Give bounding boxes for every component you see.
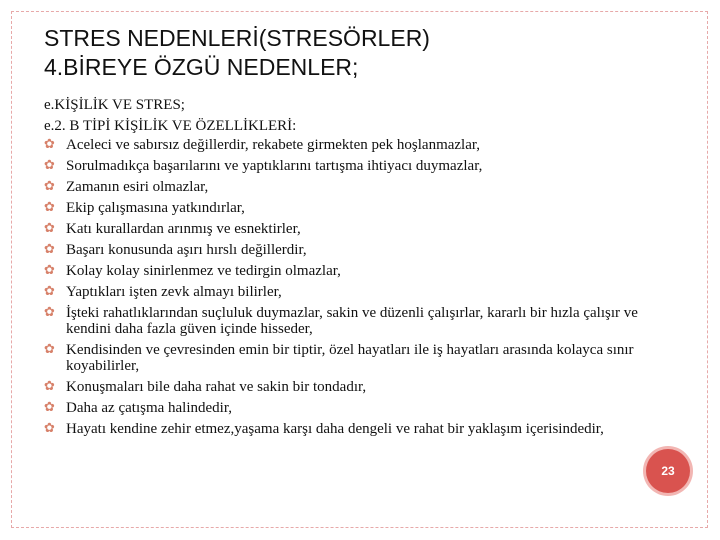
bullet-text: İşteki rahatlıklarından suçluluk duymazlar, sakin ve düzenli çalışırlar, kararlı bir hızla çalışır ve kendini daha fazla güven içinde hisseder, [66, 305, 638, 337]
bullet-item [44, 200, 684, 216]
subsection-heading: e.2. B TİPİ KİŞİLİK VE ÖZELLİKLERİ: [44, 118, 297, 134]
bullet-item [44, 342, 684, 374]
page-number: 23 [661, 464, 675, 478]
bullet-item [44, 221, 684, 237]
bullet-list [44, 137, 684, 437]
bullet-item [44, 400, 684, 416]
flower-bullet-icon: ✿ [44, 137, 55, 152]
bullet-text: Katı kurallardan arınmış ve esnektirler, [66, 221, 301, 237]
bullet-text: Ekip çalışmasına yatkındırlar, [66, 200, 245, 216]
bullet-item [44, 305, 684, 337]
flower-bullet-icon: ✿ [44, 200, 55, 215]
page-number-badge [646, 449, 690, 493]
slide-title [44, 24, 684, 82]
bullet-text: Konuşmaları bile daha rahat ve sakin bir tondadır, [66, 379, 367, 395]
flower-bullet-icon: ✿ [44, 400, 55, 415]
title-line-1: STRES NEDENLERİ(STRESÖRLER) [44, 25, 430, 51]
bullet-text: Hayatı kendine zehir etmez,yaşama karşı daha dengeli ve rahat bir yaklaşım içerisindedir, [66, 421, 604, 437]
bullet-item [44, 242, 684, 258]
flower-bullet-icon: ✿ [44, 221, 55, 236]
section-heading: e.KİŞİLİK VE STRES; [44, 97, 185, 113]
flower-bullet-icon: ✿ [44, 284, 55, 299]
flower-bullet-icon: ✿ [44, 179, 55, 194]
bullet-item [44, 137, 684, 153]
bullet-text: Kendisinden ve çevresinden emin bir tiptir, özel hayatları ile iş hayatları arasında kolayca sınır koyabilirler, [66, 342, 634, 374]
bullet-item [44, 263, 684, 279]
flower-bullet-icon: ✿ [44, 421, 55, 436]
bullet-item [44, 379, 684, 395]
bullet-text: Aceleci ve sabırsız değillerdir, rekabete girmekten pek hoşlanmazlar, [66, 137, 481, 153]
slide-content [44, 95, 684, 437]
flower-bullet-icon: ✿ [44, 379, 55, 394]
bullet-item [44, 284, 684, 300]
bullet-item [44, 158, 684, 174]
title-line-2: 4.BİREYE ÖZGÜ NEDENLER; [44, 54, 359, 80]
bullet-text: Yaptıkları işten zevk almayı bilirler, [66, 284, 282, 300]
bullet-item [44, 421, 684, 437]
flower-bullet-icon: ✿ [44, 342, 55, 357]
flower-bullet-icon: ✿ [44, 242, 55, 257]
bullet-text: Sorulmadıkça başarılarını ve yaptıklarını tartışma ihtiyacı duymazlar, [66, 158, 483, 174]
bullet-item [44, 179, 684, 195]
flower-bullet-icon: ✿ [44, 305, 55, 320]
bullet-text: Kolay kolay sinirlenmez ve tedirgin olmazlar, [66, 263, 341, 279]
bullet-text: Başarı konusunda aşırı hırslı değillerdir, [66, 242, 307, 258]
flower-bullet-icon: ✿ [44, 263, 55, 278]
bullet-text: Daha az çatışma halindedir, [66, 400, 232, 416]
bullet-text: Zamanın esiri olmazlar, [66, 179, 209, 195]
flower-bullet-icon: ✿ [44, 158, 55, 173]
